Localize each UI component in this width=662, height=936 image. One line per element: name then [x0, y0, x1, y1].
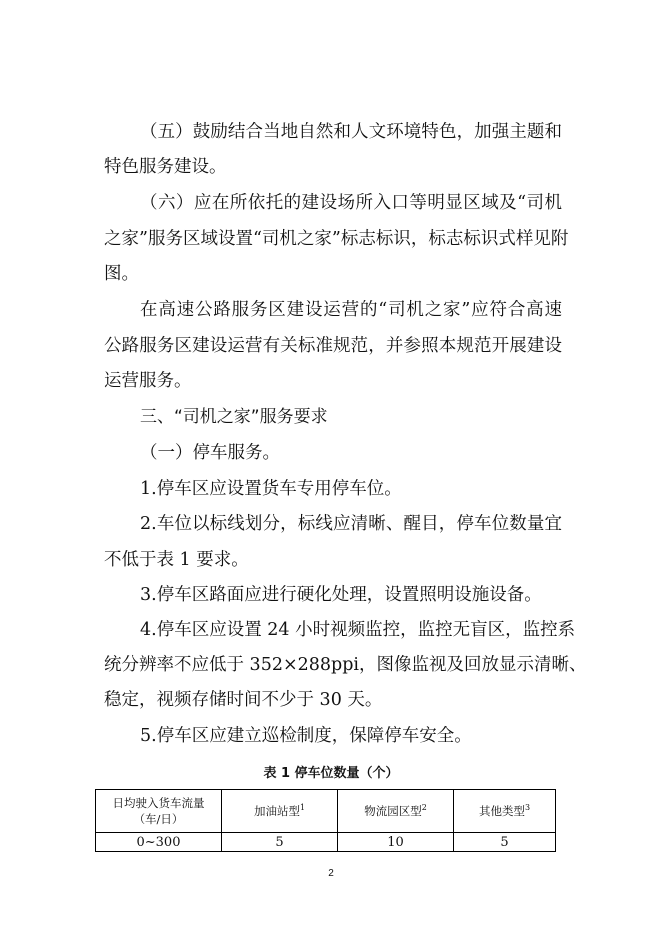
section-heading: 三、“司机之家”服务要求 — [140, 407, 328, 427]
header-traffic — [96, 790, 222, 833]
paragraph-5-line-2: 特色服务建设。 — [104, 157, 227, 177]
header-label: 物流园区型 — [364, 804, 422, 818]
paragraph-highway-line-1: 在高速公路服务区建设运营的“司机之家”应符合高速 — [140, 300, 562, 320]
table-cell: 0~300 — [96, 833, 222, 852]
header-logistics-park — [338, 790, 454, 833]
footnote-mark: 1 — [299, 803, 306, 813]
header-gas-station — [222, 790, 338, 833]
item-3: 3.停车区路面应进行硬化处理，设置照明设施设备。 — [140, 585, 542, 605]
subsection-heading: （一）停车服务。 — [140, 443, 280, 463]
table-caption: 表 1 停车位数量（个） — [263, 766, 399, 781]
header-label: 其他类型 — [478, 804, 525, 818]
paragraph-6-line-3: 图。 — [104, 264, 139, 284]
item-2-line-2: 不低于表 1 要求。 — [104, 550, 249, 570]
paragraph-5-line-1: （五）鼓励结合当地自然和人文环境特色，加强主题和 — [140, 122, 562, 142]
item-5: 5.停车区应建立巡检制度，保障停车安全。 — [140, 726, 472, 746]
table-cell: 10 — [338, 833, 454, 852]
paragraph-highway-line-3: 运营服务。 — [104, 371, 192, 391]
table-header-row — [96, 790, 556, 833]
header-other — [454, 790, 556, 833]
paragraph-6-line-1: （六）应在所依托的建设场所入口等明显区域及“司机 — [140, 193, 562, 213]
item-4-line-1: 4.停车区应设置 24 小时视频监控，监控无盲区，监控系 — [140, 620, 576, 640]
header-traffic-line-1: 日均驶入货车流量 — [112, 796, 205, 810]
header-label: 加油站型 — [253, 804, 300, 818]
item-2-line-1: 2.车位以标线划分，标线应清晰、醒目，停车位数量宜 — [140, 514, 562, 534]
header-traffic-line-2: （车/日） — [133, 812, 184, 826]
item-4-line-3: 稳定，视频存储时间不少于 30 天。 — [104, 690, 383, 710]
footnote-mark: 2 — [421, 803, 427, 813]
table-row — [96, 833, 556, 852]
item-1: 1.停车区应设置货车专用停车位。 — [140, 479, 402, 499]
table-cell: 5 — [222, 833, 338, 852]
item-4-line-2: 统分辨率不应低于 352×288ppi，图像监视及回放显示清晰、 — [104, 655, 587, 675]
parking-spaces-table — [95, 789, 556, 852]
page-number: 2 — [328, 868, 334, 879]
paragraph-6-line-2: 之家”服务区域设置“司机之家”标志标识，标志标识式样见附 — [104, 229, 569, 249]
table-cell: 5 — [454, 833, 556, 852]
footnote-mark: 3 — [524, 803, 531, 813]
paragraph-highway-line-2: 公路服务区建设运营有关标准规范，并参照本规范开展建设 — [104, 336, 562, 356]
